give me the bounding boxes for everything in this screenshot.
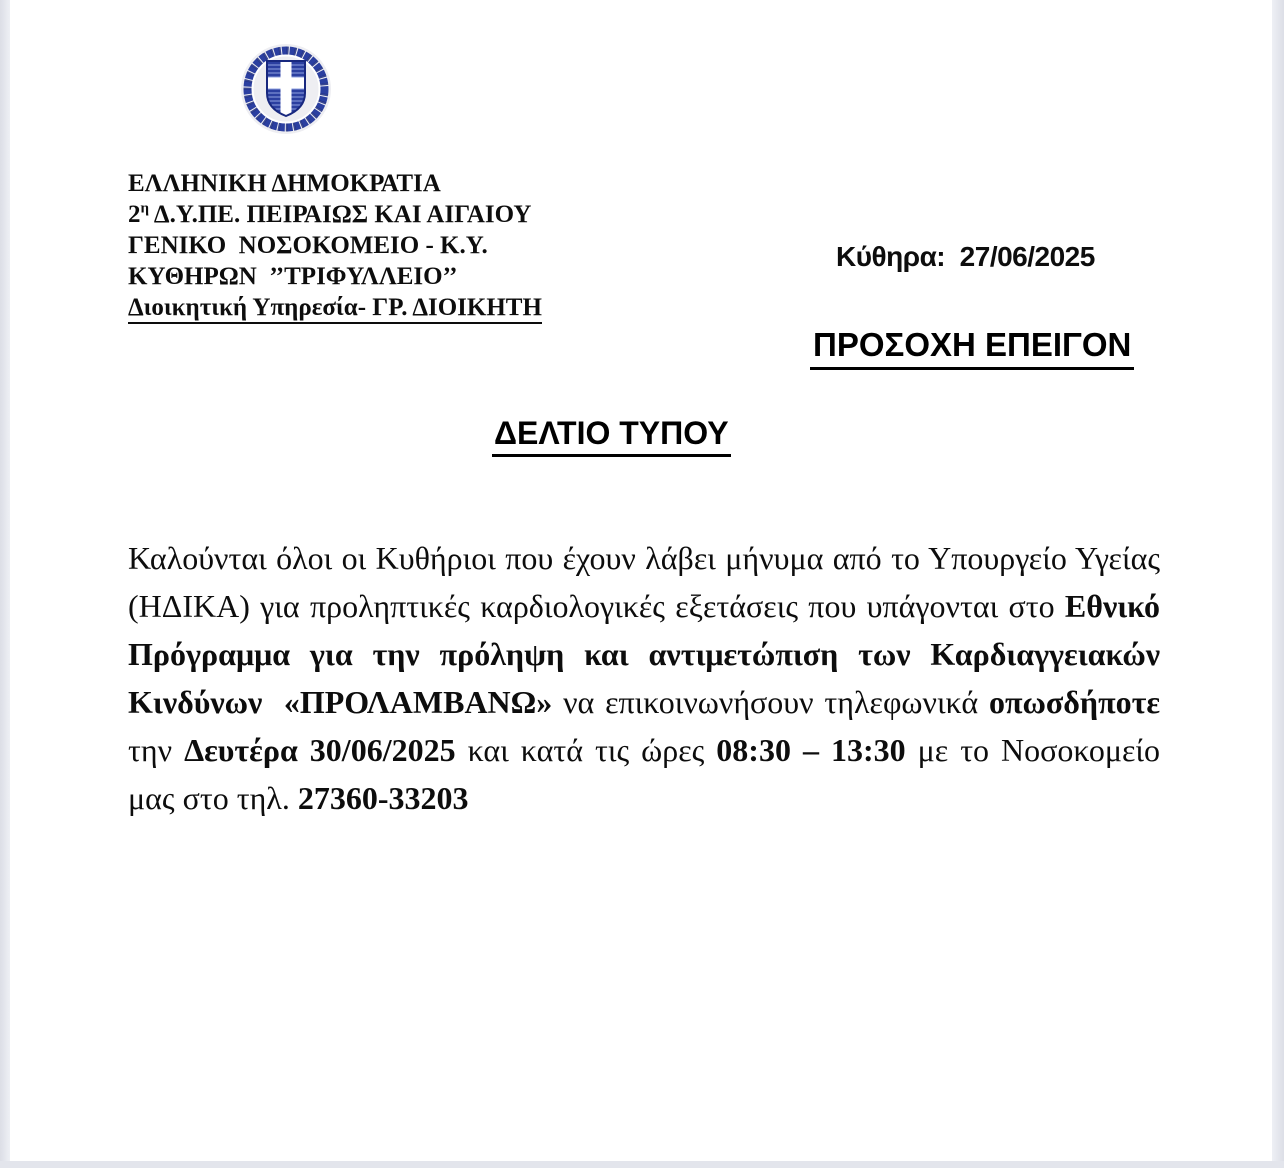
header-line-dype: $2^\eta$ Δ.Υ.ΠΕ. ΠΕΙΡΑΙΩΣ ΚΑΙ ΑΙΓΑΙΟΥ — [128, 200, 532, 228]
header-line-admin-office: Διοικητική Υπηρεσία- ΓΡ. ΔΙΟΙΚΗΤΗ — [128, 292, 542, 323]
agency-header — [128, 168, 542, 323]
press-release-title: ΔΕΛΤΙΟ ΤΥΠΟΥ — [492, 415, 731, 457]
page-edge-right — [1272, 0, 1284, 1168]
press-release-body: Καλούνται όλοι οι Κυθήριοι που έχουν λάβει μήνυμα από το Υπουργείο Υγείας (ΗΔΙΚΑ) για προληπτικές καρδιολογικές εξετάσεις που υπάγονται στο Εθνικό Πρόγραμμα για την πρόληψη και αντιμετώπιση των Καρδιαγγειακών Κινδύνων «ΠΡΟΛΑΜΒΑΝΩ» να επικοινωνήσουν τηλεφωνικά οπωσδήποτε την Δευτέρα 30/06/2025 και κατά τις ώρες 08:30 – 13:30 με το Νοσοκομείο μας στο τηλ. 27360-33203 — [128, 540, 1161, 816]
page-edge-left — [0, 0, 10, 1168]
header-line-kythira-trifylleio: ΚΥΘΗΡΩΝ ’’ΤΡΙΦΥΛΛΕΙΟ’’ — [128, 263, 458, 290]
hellenic-republic-emblem-icon — [240, 40, 332, 138]
page-edge-bottom — [0, 1161, 1284, 1168]
header-line-hospital: ΓΕΝΙΚΟ ΝΟΣΟΚΟΜΕΙΟ - Κ.Υ. — [128, 232, 488, 259]
header-line-republic: ΕΛΛΗΝΙΚΗ ΔΗΜΟΚΡΑΤΙΑ — [128, 170, 441, 197]
place-and-date: Κύθηρα: 27/06/2025 — [836, 241, 1095, 272]
urgency-heading: ΠΡΟΣΟΧΗ ΕΠΕΙΓΟΝ — [810, 326, 1134, 370]
